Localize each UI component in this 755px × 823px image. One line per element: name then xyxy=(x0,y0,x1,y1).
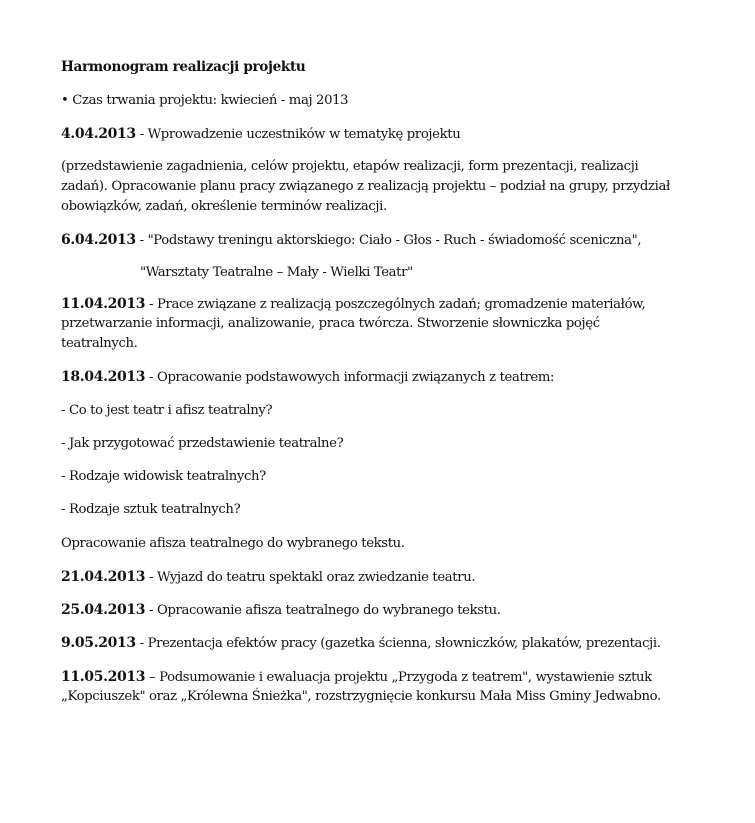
entry-text: zadań). Opracowanie planu pracy związanego z realizacją projektu – podział na grupy, przydział xyxy=(61,179,670,194)
entry-date: 6.04.2013 xyxy=(61,232,136,248)
project-duration: • Czas trwania projektu: kwiecień - maj 2013 xyxy=(61,93,349,108)
entry-text: - Wyjazd do teatru spektakl oraz zwiedzanie teatru. xyxy=(145,570,476,585)
entry-text: "Warsztaty Teatralne – Mały - Wielki Teatr" xyxy=(140,265,413,280)
schedule-entry-heading xyxy=(61,633,661,654)
schedule-entry-heading xyxy=(61,367,554,388)
entry-text: przetwarzanie informacji, analizowanie, praca twórcza. Stworzenie słowniczka pojęć xyxy=(61,316,600,331)
entry-date: 11.05.2013 xyxy=(61,669,146,685)
entry-text: „Kopciuszek" oraz „Królewna Śnieżka", rozstrzygnięcie konkursu Mała Miss Gminy Jedwabno. xyxy=(61,689,661,704)
document-title: Harmonogram realizacji projektu xyxy=(61,59,306,75)
entry-list-item: - Co to jest teatr i afisz teatralny? xyxy=(61,403,273,418)
schedule-entry-heading xyxy=(61,600,501,621)
entry-list-item: - Rodzaje widowisk teatralnych? xyxy=(61,469,266,484)
entry-list-item: - Jak przygotować przedstawienie teatralne? xyxy=(61,436,344,451)
entry-text: obowiązków, zadań, określenie terminów realizacji. xyxy=(61,199,387,214)
schedule-entry-heading xyxy=(61,294,645,315)
entry-text: - Prezentacja efektów pracy (gazetka ścienna, słowniczków, plakatów, prezentacji. xyxy=(135,636,661,651)
entry-text: (przedstawienie zagadnienia, celów projektu, etapów realizacji, form prezentacji, realizacji xyxy=(61,159,639,174)
entry-list-item: - Rodzaje sztuk teatralnych? xyxy=(61,502,241,517)
schedule-entry-heading xyxy=(61,567,475,588)
entry-text: - Wprowadzenie uczestników w tematykę projektu xyxy=(135,127,461,142)
schedule-entry-heading xyxy=(61,230,641,251)
entry-text: – Podsumowanie i ewaluacja projektu „Przygoda z teatrem", wystawienie sztuk xyxy=(145,670,652,685)
entry-text: - "Podstawy treningu aktorskiego: Ciało - Głos - Ruch - świadomość sceniczna", xyxy=(135,233,642,248)
entry-date: 25.04.2013 xyxy=(61,602,146,618)
entry-date: 18.04.2013 xyxy=(61,369,146,385)
entry-date: 9.05.2013 xyxy=(61,635,136,651)
entry-text: - Opracowanie podstawowych informacji związanych z teatrem: xyxy=(145,370,555,385)
entry-date: 4.04.2013 xyxy=(61,126,136,142)
entry-text: Opracowanie afisza teatralnego do wybranego tekstu. xyxy=(61,536,405,551)
entry-date: 21.04.2013 xyxy=(61,569,146,585)
schedule-entry-heading xyxy=(61,667,652,688)
entry-text: teatralnych. xyxy=(61,336,138,351)
entry-text: - Prace związane z realizacją poszczególnych zadań; gromadzenie materiałów, xyxy=(145,297,646,312)
entry-text: - Opracowanie afisza teatralnego do wybranego tekstu. xyxy=(145,603,501,618)
entry-date: 11.04.2013 xyxy=(61,296,146,312)
schedule-entry-heading xyxy=(61,124,460,145)
